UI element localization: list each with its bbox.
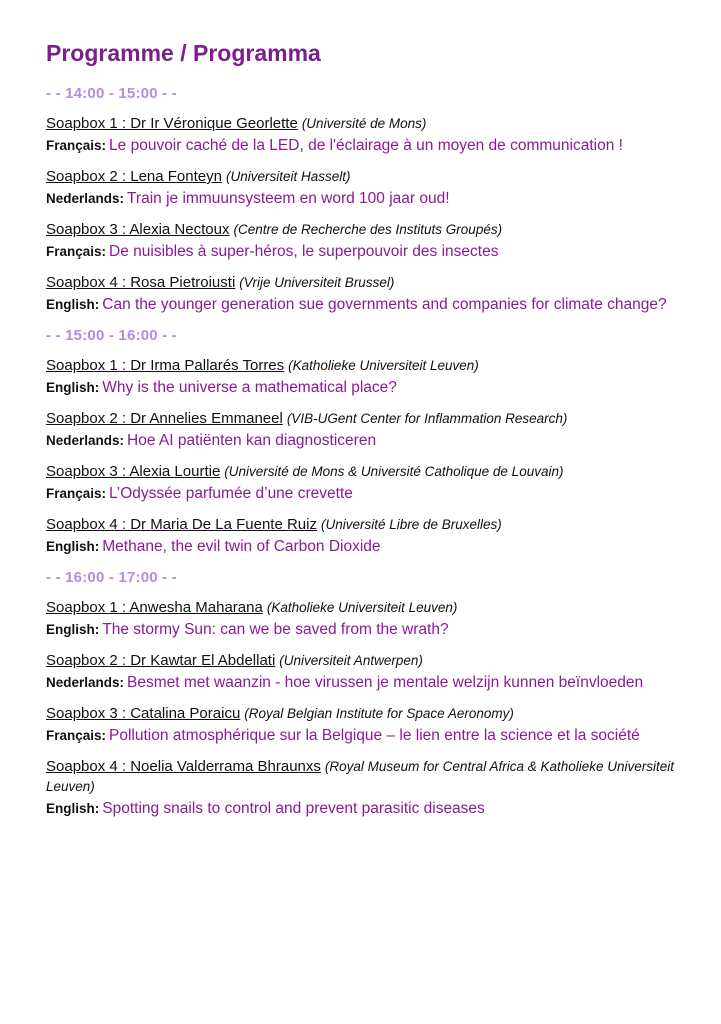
- talk-language: Nederlands:: [46, 675, 125, 690]
- programme-page: [46, 38, 686, 830]
- soapbox-session: [46, 598, 686, 641]
- speaker-institution: (VIB-UGent Center for Inflammation Research): [286, 411, 568, 426]
- page-title: Programme / Programma: [46, 40, 321, 66]
- soapbox-session: [46, 167, 686, 210]
- speaker-line: [46, 409, 686, 429]
- speaker-line: [46, 704, 686, 724]
- speaker-line: [46, 515, 686, 535]
- talk-title: L’Odyssée parfumée d’une crevette: [109, 485, 353, 502]
- speaker-line: [46, 462, 686, 482]
- soapbox-session: [46, 220, 686, 263]
- speaker-institution: (Universiteit Hasselt): [225, 169, 351, 184]
- talk-line: [46, 724, 686, 747]
- speaker-name: Soapbox 1 : Dr Ir Véronique Georlette: [46, 115, 298, 132]
- speaker-institution: (Université de Mons): [301, 116, 427, 131]
- talk-language: Français:: [46, 486, 107, 501]
- speaker-institution: (Vrije Universiteit Brussel): [239, 275, 395, 290]
- talk-title: Spotting snails to control and prevent parasitic diseases: [102, 800, 485, 817]
- talk-line: [46, 618, 686, 641]
- soapbox-session: [46, 114, 686, 157]
- talk-language: Français:: [46, 138, 107, 153]
- speaker-institution: (Royal Museum for Central Africa & Katholieke Universiteit Leuven): [46, 759, 675, 794]
- speaker-line: [46, 356, 686, 376]
- talk-title: Methane, the evil twin of Carbon Dioxide: [102, 538, 381, 555]
- speaker-name: Soapbox 3 : Alexia Nectoux: [46, 221, 230, 238]
- speaker-line: [46, 757, 686, 797]
- speaker-institution: (Katholieke Universiteit Leuven): [266, 600, 458, 615]
- speaker-institution: (Université Libre de Bruxelles): [320, 517, 502, 532]
- soapbox-session: [46, 273, 686, 316]
- speaker-name: Soapbox 4 : Noelia Valderrama Bhraunxs: [46, 758, 321, 775]
- time-slot-header: - - 16:00 - 17:00 - -: [46, 569, 177, 586]
- soapbox-session: [46, 757, 686, 820]
- speaker-name: Soapbox 1 : Anwesha Maharana: [46, 599, 263, 616]
- speaker-institution: (Universiteit Antwerpen): [279, 653, 423, 668]
- talk-line: [46, 293, 686, 316]
- talk-title: Why is the universe a mathematical place?: [102, 379, 397, 396]
- speaker-name: Soapbox 3 : Alexia Lourtie: [46, 463, 221, 480]
- talk-language: Français:: [46, 244, 107, 259]
- talk-language: Français:: [46, 728, 107, 743]
- talk-line: [46, 797, 686, 820]
- programme-slots: [46, 84, 686, 820]
- talk-line: [46, 429, 686, 452]
- talk-line: [46, 187, 686, 210]
- soapbox-session: [46, 515, 686, 558]
- speaker-line: [46, 273, 686, 293]
- speaker-name: Soapbox 2 : Dr Annelies Emmaneel: [46, 410, 283, 427]
- speaker-name: Soapbox 4 : Dr Maria De La Fuente Ruiz: [46, 516, 317, 533]
- talk-title: Hoe AI patiënten kan diagnosticeren: [127, 432, 377, 449]
- speaker-institution: (Université de Mons & Université Catholique de Louvain): [224, 464, 564, 479]
- time-slot-header: - - 14:00 - 15:00 - -: [46, 85, 177, 102]
- talk-title: The stormy Sun: can we be saved from the wrath?: [102, 621, 449, 638]
- speaker-line: [46, 114, 686, 134]
- talk-language: English:: [46, 622, 100, 637]
- speaker-name: Soapbox 2 : Lena Fonteyn: [46, 168, 222, 185]
- soapbox-session: [46, 704, 686, 747]
- talk-line: [46, 134, 686, 157]
- talk-title: De nuisibles à super-héros, le superpouvoir des insectes: [109, 243, 499, 260]
- speaker-name: Soapbox 3 : Catalina Poraicu: [46, 705, 241, 722]
- talk-title: Can the younger generation sue governments and companies for climate change?: [102, 296, 667, 313]
- speaker-institution: (Katholieke Universiteit Leuven): [288, 358, 479, 373]
- speaker-line: [46, 167, 686, 187]
- talk-language: English:: [46, 801, 100, 816]
- talk-title: Le pouvoir caché de la LED, de l'éclairage à un moyen de communication !: [109, 137, 623, 154]
- talk-language: English:: [46, 539, 100, 554]
- talk-line: [46, 240, 686, 263]
- soapbox-session: [46, 356, 686, 399]
- speaker-name: Soapbox 2 : Dr Kawtar El Abdellati: [46, 652, 276, 669]
- talk-line: [46, 671, 686, 694]
- talk-line: [46, 376, 686, 399]
- speaker-line: [46, 598, 686, 618]
- talk-language: Nederlands:: [46, 191, 125, 206]
- talk-line: [46, 535, 686, 558]
- talk-line: [46, 482, 686, 505]
- talk-language: English:: [46, 297, 100, 312]
- speaker-line: [46, 220, 686, 240]
- speaker-institution: (Royal Belgian Institute for Space Aeronomy): [244, 706, 514, 721]
- talk-title: Train je immuunsysteem en word 100 jaar oud!: [127, 190, 450, 207]
- speaker-institution: (Centre de Recherche des Instituts Groupés): [233, 222, 503, 237]
- soapbox-session: [46, 462, 686, 505]
- speaker-name: Soapbox 1 : Dr Irma Pallarés Torres: [46, 357, 285, 374]
- speaker-line: [46, 651, 686, 671]
- talk-title: Pollution atmosphérique sur la Belgique – le lien entre la science et la société: [109, 727, 640, 744]
- speaker-name: Soapbox 4 : Rosa Pietroiusti: [46, 274, 236, 291]
- time-slot-header: - - 15:00 - 16:00 - -: [46, 327, 177, 344]
- soapbox-session: [46, 409, 686, 452]
- talk-language: Nederlands:: [46, 433, 125, 448]
- talk-title: Besmet met waanzin - hoe virussen je mentale welzijn kunnen beïnvloeden: [127, 674, 644, 691]
- talk-language: English:: [46, 380, 100, 395]
- soapbox-session: [46, 651, 686, 694]
